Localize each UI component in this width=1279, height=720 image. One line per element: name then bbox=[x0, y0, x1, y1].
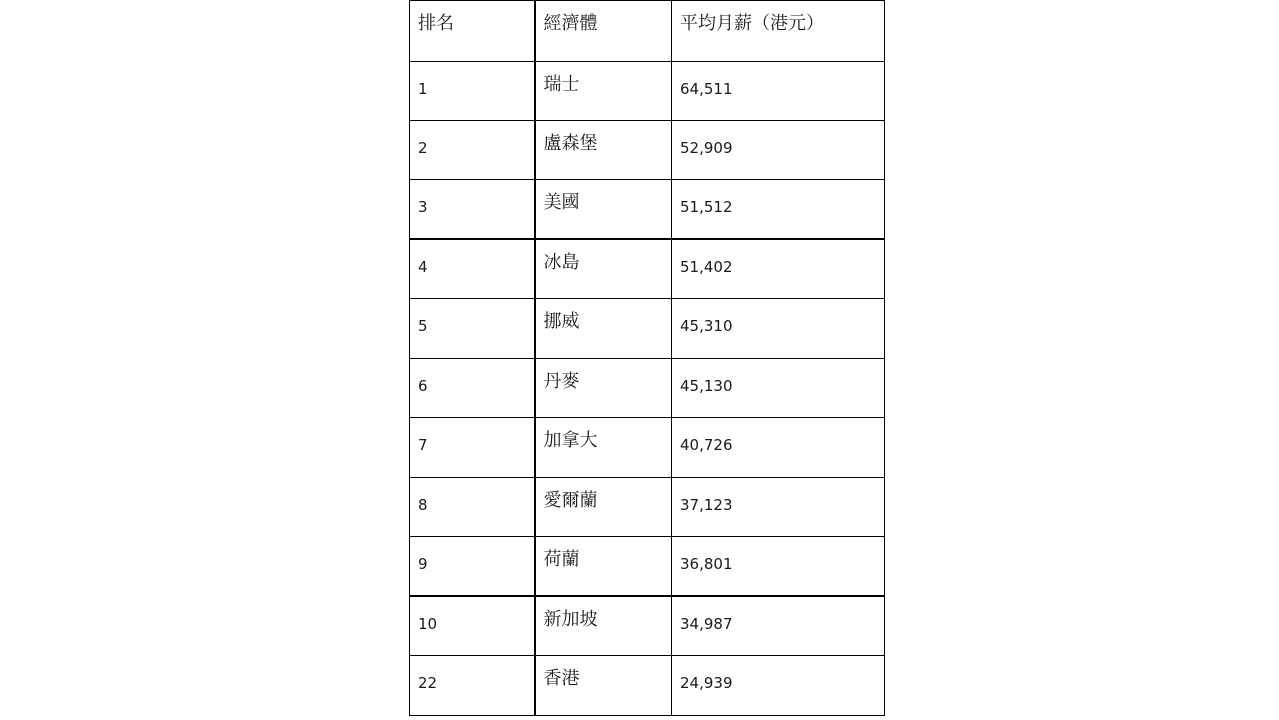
economy-cell bbox=[535, 418, 672, 477]
economy-value: 香港 bbox=[543, 668, 580, 690]
salary-value: 51,512 bbox=[680, 198, 733, 217]
rank-value: 10 bbox=[418, 615, 438, 634]
salary-value: 64,511 bbox=[680, 79, 733, 98]
rank-cell bbox=[410, 477, 535, 536]
economy-cell bbox=[535, 477, 672, 536]
economy-value: 新加坡 bbox=[543, 609, 598, 631]
rank-cell bbox=[410, 239, 535, 298]
economy-cell bbox=[535, 180, 672, 239]
salary-value: 45,310 bbox=[680, 317, 733, 336]
header-salary: 平均月薪（港元） bbox=[680, 13, 824, 34]
rank-value: 3 bbox=[418, 198, 428, 217]
salary-cell bbox=[672, 596, 885, 655]
economy-cell bbox=[535, 61, 672, 120]
table-header-row bbox=[410, 1, 885, 62]
economy-value: 丹麥 bbox=[543, 370, 580, 392]
salary-cell bbox=[672, 358, 885, 417]
salary-cell bbox=[672, 239, 885, 298]
header-rank-cell bbox=[410, 1, 535, 62]
table-row bbox=[410, 120, 885, 179]
salary-cell bbox=[672, 418, 885, 477]
table-row bbox=[410, 61, 885, 120]
salary-value: 45,130 bbox=[680, 376, 733, 395]
table-row bbox=[410, 239, 885, 298]
salary-cell bbox=[672, 299, 885, 358]
table-row bbox=[410, 596, 885, 655]
salary-ranking-table bbox=[409, 0, 885, 716]
economy-cell bbox=[535, 537, 672, 596]
rank-value: 8 bbox=[418, 495, 428, 514]
rank-value: 22 bbox=[418, 674, 438, 693]
economy-cell bbox=[535, 358, 672, 417]
rank-value: 5 bbox=[418, 317, 428, 336]
header-salary-cell bbox=[672, 1, 885, 62]
table-row bbox=[410, 418, 885, 477]
salary-cell bbox=[672, 120, 885, 179]
rank-cell bbox=[410, 180, 535, 239]
economy-value: 愛爾蘭 bbox=[543, 489, 598, 511]
table-row bbox=[410, 358, 885, 417]
economy-cell bbox=[535, 656, 672, 716]
rank-cell bbox=[410, 418, 535, 477]
economy-value: 盧森堡 bbox=[543, 132, 598, 154]
salary-value: 36,801 bbox=[680, 555, 733, 574]
rank-value: 6 bbox=[418, 376, 428, 395]
table-row bbox=[410, 537, 885, 596]
salary-value: 24,939 bbox=[680, 674, 733, 693]
salary-value: 37,123 bbox=[680, 495, 733, 514]
economy-cell bbox=[535, 239, 672, 298]
salary-cell bbox=[672, 477, 885, 536]
salary-value: 52,909 bbox=[680, 138, 733, 157]
rank-cell bbox=[410, 299, 535, 358]
rank-cell bbox=[410, 61, 535, 120]
table-row bbox=[410, 299, 885, 358]
rank-value: 1 bbox=[418, 79, 428, 98]
economy-value: 荷蘭 bbox=[543, 549, 580, 571]
economy-value: 挪威 bbox=[543, 311, 580, 333]
salary-cell bbox=[672, 656, 885, 716]
economy-cell bbox=[535, 120, 672, 179]
economy-cell bbox=[535, 299, 672, 358]
header-rank: 排名 bbox=[418, 13, 454, 34]
table-row bbox=[410, 477, 885, 536]
rank-cell bbox=[410, 596, 535, 655]
salary-value: 51,402 bbox=[680, 258, 733, 277]
table-row bbox=[410, 180, 885, 239]
salary-cell bbox=[672, 61, 885, 120]
salary-cell bbox=[672, 537, 885, 596]
salary-cell bbox=[672, 180, 885, 239]
salary-value: 34,987 bbox=[680, 615, 733, 634]
rank-cell bbox=[410, 120, 535, 179]
economy-value: 加拿大 bbox=[543, 430, 598, 452]
economy-value: 瑞士 bbox=[543, 73, 580, 95]
rank-cell bbox=[410, 656, 535, 716]
table-body bbox=[410, 1, 885, 716]
salary-value: 40,726 bbox=[680, 436, 733, 455]
rank-cell bbox=[410, 537, 535, 596]
rank-value: 4 bbox=[418, 258, 428, 277]
rank-value: 2 bbox=[418, 138, 428, 157]
economy-value: 美國 bbox=[543, 192, 580, 214]
table-row bbox=[410, 656, 885, 716]
economy-value: 冰島 bbox=[543, 252, 580, 274]
header-economy-cell bbox=[535, 1, 672, 62]
rank-value: 7 bbox=[418, 436, 428, 455]
rank-value: 9 bbox=[418, 555, 428, 574]
header-economy: 經濟體 bbox=[543, 13, 598, 34]
economy-cell bbox=[535, 596, 672, 655]
rank-cell bbox=[410, 358, 535, 417]
